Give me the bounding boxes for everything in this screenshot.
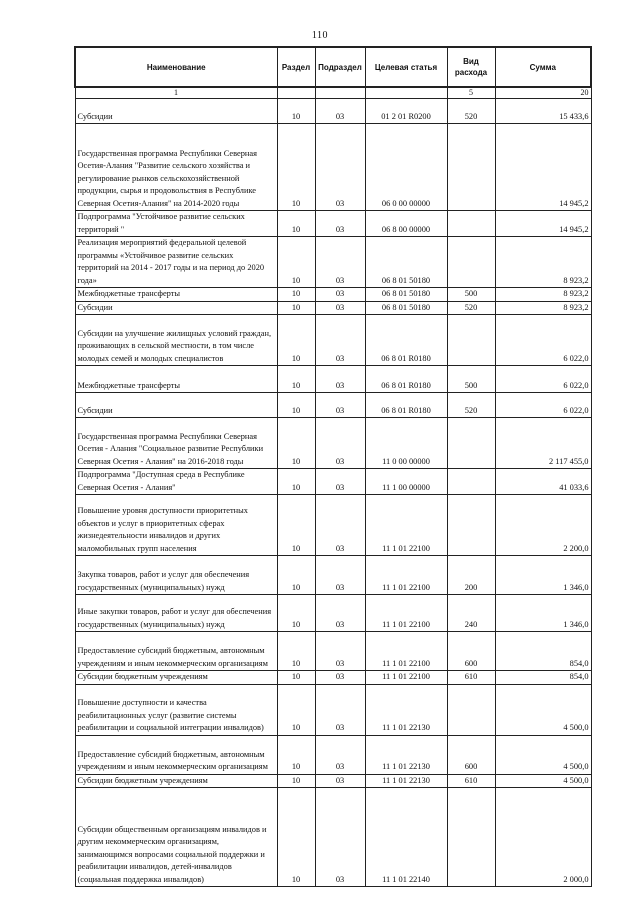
row-amount: 8 923,2	[495, 237, 591, 288]
row-amount: 1 346,0	[495, 556, 591, 595]
row-subsection: 03	[315, 495, 365, 556]
row-name: Государственная программа Республики Северная Осетия - Алания "Социальное развитие Республики Северная Осетия - Алания" на 2016-2018 годы	[75, 418, 277, 469]
table-row	[75, 211, 591, 237]
row-subsection: 03	[315, 237, 365, 288]
row-section: 10	[277, 788, 315, 887]
row-name: Реализация мероприятий федеральной целевой программы «Устойчивое развитие сельских территорий на 2014 - 2017 годы и на период до 2020 года»	[75, 237, 277, 288]
row-name: Субсидии	[75, 301, 277, 315]
row-expense-type	[447, 495, 495, 556]
row-subsection: 03	[315, 393, 365, 418]
row-section: 10	[277, 774, 315, 788]
row-subsection: 03	[315, 124, 365, 211]
row-target: 06 8 00 00000	[365, 211, 447, 237]
table-row	[75, 632, 591, 671]
row-subsection: 03	[315, 418, 365, 469]
row-section: 10	[277, 211, 315, 237]
row-amount: 854,0	[495, 632, 591, 671]
table-row	[75, 671, 591, 685]
row-section: 10	[277, 684, 315, 735]
row-amount: 15 433,6	[495, 99, 591, 124]
row-section: 10	[277, 393, 315, 418]
row-subsection: 03	[315, 595, 365, 632]
row-section: 10	[277, 595, 315, 632]
table-row	[75, 595, 591, 632]
row-name: Субсидии бюджетным учреждениям	[75, 671, 277, 685]
row-name: Повышение уровня доступности приоритетных объектов и услуг в приоритетных сферах жизнедеятельности инвалидов и других маломобильных групп населения	[75, 495, 277, 556]
row-section: 10	[277, 556, 315, 595]
row-name: Межбюджетные трансферты	[75, 366, 277, 393]
row-target: 11 1 01 22140	[365, 788, 447, 887]
row-name: Межбюджетные трансферты	[75, 288, 277, 302]
row-subsection: 03	[315, 315, 365, 366]
column-number: 1	[75, 87, 277, 99]
row-target: 01 2 01 R0200	[365, 99, 447, 124]
row-expense-type	[447, 418, 495, 469]
row-expense-type: 610	[447, 774, 495, 788]
row-section: 10	[277, 315, 315, 366]
row-expense-type: 520	[447, 99, 495, 124]
column-number: 20	[495, 87, 591, 99]
row-amount: 2 200,0	[495, 495, 591, 556]
row-target: 11 1 00 00000	[365, 469, 447, 495]
header-subsection: Подраздел	[315, 47, 365, 87]
row-subsection: 03	[315, 366, 365, 393]
table-row	[75, 366, 591, 393]
column-number	[277, 87, 315, 99]
row-subsection: 03	[315, 301, 365, 315]
header-section: Раздел	[277, 47, 315, 87]
row-subsection: 03	[315, 632, 365, 671]
row-subsection: 03	[315, 684, 365, 735]
row-target: 06 8 01 R0180	[365, 393, 447, 418]
row-subsection: 03	[315, 774, 365, 788]
row-section: 10	[277, 495, 315, 556]
row-amount: 4 500,0	[495, 774, 591, 788]
row-expense-type: 600	[447, 632, 495, 671]
row-expense-type: 520	[447, 393, 495, 418]
row-name: Подпрограмма "Доступная среда в Республике Северная Осетия - Алания"	[75, 469, 277, 495]
row-expense-type: 200	[447, 556, 495, 595]
column-number	[365, 87, 447, 99]
row-section: 10	[277, 671, 315, 685]
column-number: 5	[447, 87, 495, 99]
row-subsection: 03	[315, 788, 365, 887]
row-section: 10	[277, 237, 315, 288]
row-subsection: 03	[315, 469, 365, 495]
budget-table	[74, 46, 592, 887]
row-target: 11 0 00 00000	[365, 418, 447, 469]
row-target: 06 8 01 50180	[365, 288, 447, 302]
row-section: 10	[277, 99, 315, 124]
row-amount: 14 945,2	[495, 124, 591, 211]
row-expense-type: 500	[447, 288, 495, 302]
row-name: Иные закупки товаров, работ и услуг для обеспечения государственных (муниципальных) нужд	[75, 595, 277, 632]
row-subsection: 03	[315, 671, 365, 685]
row-amount: 6 022,0	[495, 393, 591, 418]
row-name: Субсидии бюджетным учреждениям	[75, 774, 277, 788]
row-amount: 6 022,0	[495, 366, 591, 393]
table-header-row	[75, 47, 591, 87]
table-row	[75, 99, 591, 124]
row-expense-type	[447, 211, 495, 237]
row-name: Субсидии	[75, 99, 277, 124]
table-row	[75, 301, 591, 315]
row-name: Повышение доступности и качества реабилитационных услуг (развитие системы реабилитации и социальной интеграции инвалидов)	[75, 684, 277, 735]
row-section: 10	[277, 632, 315, 671]
row-target: 06 8 01 R0180	[365, 366, 447, 393]
header-target: Целевая статья	[365, 47, 447, 87]
row-expense-type: 500	[447, 366, 495, 393]
row-expense-type: 240	[447, 595, 495, 632]
row-name: Субсидии общественным организациям инвалидов и другим некоммерческим организациям, занимающимся вопросами социальной поддержки и реабилитации инвалидов, детей-инвалидов (социальная поддержка инвалидов)	[75, 788, 277, 887]
row-section: 10	[277, 288, 315, 302]
table-row	[75, 469, 591, 495]
row-name: Предоставление субсидий бюджетным, автономным учреждениям и иным некоммерческим организациям	[75, 632, 277, 671]
table-row	[75, 393, 591, 418]
row-amount: 854,0	[495, 671, 591, 685]
row-name: Подпрограмма "Устойчивое развитие сельских территорий "	[75, 211, 277, 237]
row-subsection: 03	[315, 735, 365, 774]
table-row	[75, 124, 591, 211]
row-target: 11 1 01 22100	[365, 595, 447, 632]
row-target: 06 8 01 50180	[365, 301, 447, 315]
row-amount: 8 923,2	[495, 288, 591, 302]
row-expense-type	[447, 788, 495, 887]
table-row	[75, 556, 591, 595]
row-section: 10	[277, 124, 315, 211]
row-expense-type: 520	[447, 301, 495, 315]
table-row	[75, 237, 591, 288]
row-expense-type	[447, 237, 495, 288]
row-amount: 2 117 455,0	[495, 418, 591, 469]
row-target: 11 1 01 22130	[365, 684, 447, 735]
row-expense-type	[447, 124, 495, 211]
table-row	[75, 735, 591, 774]
row-section: 10	[277, 469, 315, 495]
row-name: Закупка товаров, работ и услуг для обеспечения государственных (муниципальных) нужд	[75, 556, 277, 595]
row-name: Государственная программа Республики Северная Осетия-Алания "Развитие сельского хозяйства и регулирование рынков сельскохозяйственной продукции, сырья и продовольствия в Республике Северная Осетия-Алания" на 2014-2020 годы	[75, 124, 277, 211]
table-row	[75, 774, 591, 788]
row-target: 11 1 01 22100	[365, 495, 447, 556]
row-amount: 4 500,0	[495, 735, 591, 774]
row-name: Субсидии на улучшение жилищных условий граждан, проживающих в сельской местности, в том числе молодых семей и молодых специалистов	[75, 315, 277, 366]
row-target: 06 0 00 00000	[365, 124, 447, 211]
table-row	[75, 288, 591, 302]
row-target: 11 1 01 22100	[365, 671, 447, 685]
row-target: 06 8 01 50180	[365, 237, 447, 288]
row-target: 11 1 01 22100	[365, 632, 447, 671]
row-name: Субсидии	[75, 393, 277, 418]
table-row	[75, 315, 591, 366]
row-amount: 41 033,6	[495, 469, 591, 495]
row-subsection: 03	[315, 556, 365, 595]
column-number-row	[75, 87, 591, 99]
table-row	[75, 684, 591, 735]
header-expense-type: Вид расхода	[447, 47, 495, 87]
row-amount: 8 923,2	[495, 301, 591, 315]
row-target: 11 1 01 22100	[365, 556, 447, 595]
table-row	[75, 788, 591, 887]
row-subsection: 03	[315, 99, 365, 124]
page-number: 110	[311, 30, 329, 41]
row-subsection: 03	[315, 211, 365, 237]
row-amount: 2 000,0	[495, 788, 591, 887]
column-number	[315, 87, 365, 99]
row-expense-type	[447, 684, 495, 735]
row-section: 10	[277, 735, 315, 774]
row-subsection: 03	[315, 288, 365, 302]
row-expense-type	[447, 315, 495, 366]
table-row	[75, 418, 591, 469]
row-target: 11 1 01 22130	[365, 735, 447, 774]
row-section: 10	[277, 418, 315, 469]
row-expense-type: 600	[447, 735, 495, 774]
header-name: Наименование	[75, 47, 277, 87]
row-amount: 6 022,0	[495, 315, 591, 366]
row-amount: 14 945,2	[495, 211, 591, 237]
row-section: 10	[277, 366, 315, 393]
row-target: 11 1 01 22130	[365, 774, 447, 788]
row-name: Предоставление субсидий бюджетным, автономным учреждениям и иным некоммерческим организациям	[75, 735, 277, 774]
row-expense-type	[447, 469, 495, 495]
row-target: 06 8 01 R0180	[365, 315, 447, 366]
row-amount: 1 346,0	[495, 595, 591, 632]
row-expense-type: 610	[447, 671, 495, 685]
row-section: 10	[277, 301, 315, 315]
row-amount: 4 500,0	[495, 684, 591, 735]
header-amount: Сумма	[495, 47, 591, 87]
table-row	[75, 495, 591, 556]
